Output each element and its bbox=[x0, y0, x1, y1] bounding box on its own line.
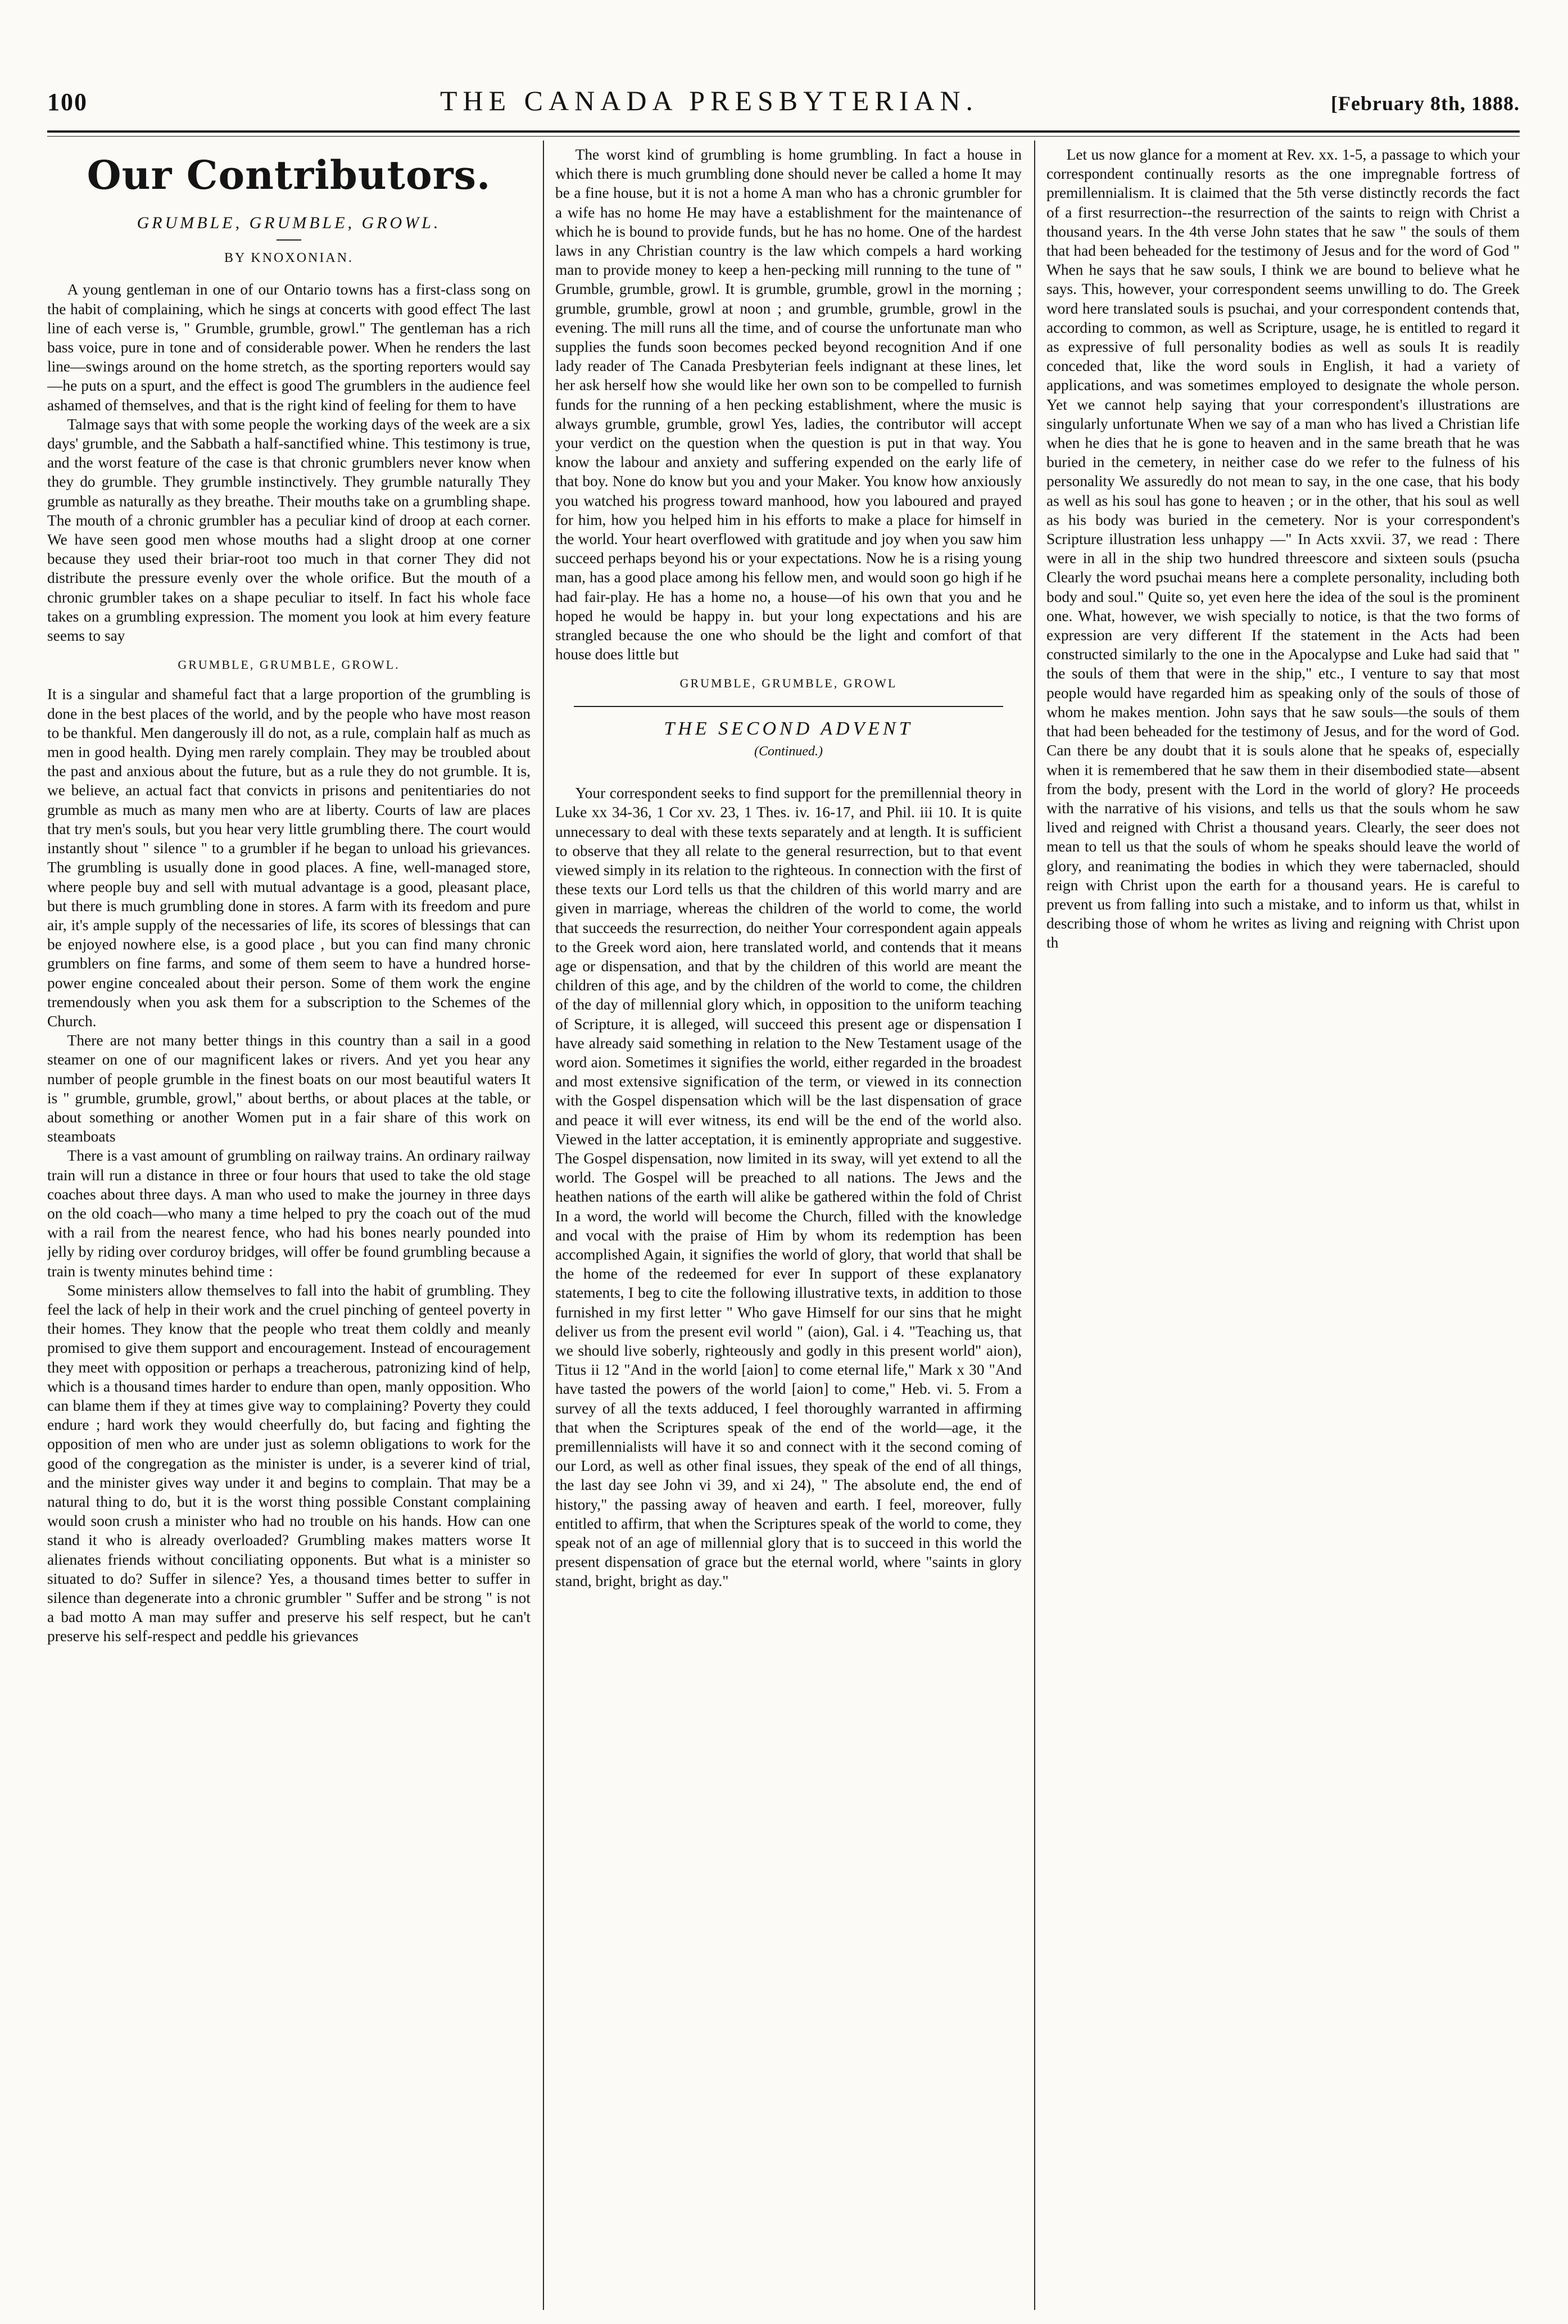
title-rule bbox=[277, 239, 301, 241]
byline: BY KNOXONIAN. bbox=[224, 251, 354, 266]
continued-note: (Continued.) bbox=[754, 744, 823, 759]
paragraph: Talmage says that with some people the working days of the week are a six days' grumble, and the Sabbath a half-sanctified whine. This testimony is true, and the worst feature of the case is that chronic grumblers never know when they do grumble. They grumble instinctively. They grumble naturally They grumble as naturally as they breathe. Their mouths take on a grumbling shape. The mouth of a chronic grumbler has a peculiar kind of droop at each corner. We have seen good men whose mouths had a slight droop at one corner because they used their briar-root too much in that corner They did not distribute the pressure evenly over the whole orifice. But the mouth of a chronic grumbler takes on a shape peculiar to itself. In fact his whole face takes on a grumbling expression. The moment you look at him every feature seems to say bbox=[47, 415, 531, 645]
column-divider bbox=[543, 141, 544, 2310]
paragraph: The worst kind of grumbling is home grumbling. In fact a house in which there is much grumbling done should never be called a home It may be a fine house, but it is not a home A man who has a chronic grumbler for a wife has no home He may have a establishment for the maintenance of which he is bound to provide funds, but he has no home. One of the hardest laws in any Christian country is the law which compels a hard working man to provide money to keep a hen-pecking mill running to the tune of " Grumble, grumble, growl. It is grumble, grumble, growl in the morning ; grumble, grumble, growl at noon ; and grumble, grumble, growl in the evening. The mill runs all the time, and of course the unfortunate man who supplies the funds soon becomes pecked beyond recognition And if one lady reader of The Canada Presbyterian feels indignant at these lines, let her ask herself how she would like her own son to be compelled to furnish funds for the running of a hen pecking establishment, where the music is always grumble, grumble, growl Yes, ladies, the contributor will accept your verdict on the question when the question is put in that way. You know the labour and anxiety and suffering expended on the early life of that boy. None do know but you and your Maker. You know how anxiously you watched his progress toward manhood, how you laboured and prayed for him, how you helped him in his efforts to make a place for himself in the world. Your heart overflowed with gratitude and joy when you saw him succeed perhaps beyond his or your expectations. Now he is a rising young man, has a good place among his fellow men, and would soon go high if he had fair-play. He has a home no, a house—of his own that you and he hoped he would be happy in. but your long expectations and his are strangled because the one who should be the light and comfort of that house does little but bbox=[555, 146, 1022, 663]
column-divider bbox=[1034, 141, 1035, 2310]
refrain: GRUMBLE, GRUMBLE, GROWL bbox=[679, 676, 898, 691]
column-1 bbox=[47, 145, 531, 2314]
article-title: GRUMBLE, GRUMBLE, GROWL. bbox=[137, 214, 441, 232]
paragraph: A young gentleman in one of our Ontario towns has a first-class song on the habit of complaining, which he sings at concerts with good effect The last line of each verse is, " Grumble, grumble, growl." The gentleman has a rich bass voice, pure in tone and of considerable power. When he renders the last line—swings around on the home stretch, as the sporting reporters would say—he puts on a spurt, and the effect is good The grumblers in the audience feel ashamed of themselves, and that is the right kind of feeling for them to have bbox=[47, 281, 531, 414]
paragraph: It is a singular and shameful fact that a large proportion of the grumbling is done in the best places of the world, and by the people who have most reason to be thankful. Men dangerously ill do not, as a rule, complain half as much as men in good health. Dying men rarely complain. They may be troubled about the past and anxious about the future, but as a rule they do not grumble. It is, we believe, an actual fact that convicts in prisons and penitentiaries do not grumble as much as many men who are at liberty. Courts of law are places that try men's souls, but you hear very little grumbling there. The court would instantly shout " silence " to a grumbler if he began to unload his grievances. The grumbling is usually done in good places. A fine, well-managed store, where people buy and sell with mutual advantage is a good, pleasant place, but there is much grumbling done in stores. A farm with its freedom and pure air, it's ample supply of the necessaries of life, its scores of blessings that can be enjoyed nowhere else, is a good place , but you can find many chronic grumblers on fine farms, and some of them seem to have a hundred horse-power engine concealed about their person. Some of them work the engine tremendously when you ask them for a subscription to the Schemes of the Church. bbox=[47, 686, 531, 1030]
issue-date: [February 8th, 1888. bbox=[1331, 92, 1520, 115]
column-3 bbox=[1046, 145, 1520, 2314]
paragraph: There is a vast amount of grumbling on railway trains. An ordinary railway train will run a distance in three or four hours that used to take the old stage coaches about three days. A man who used to make the journey in three days on the old coach—who many a time helped to pry the coach out of the mud with a rail from the nearest fence, who had his bones nearly pounded into jelly by riding over corduroy bridges, will offer be found grumbling because a train is twenty minutes behind time : bbox=[47, 1147, 531, 1280]
section-heading: Our Contributors. bbox=[87, 152, 491, 198]
paragraph: Some ministers allow themselves to fall into the habit of grumbling. They feel the lack of help in their work and the cruel pinching of genteel poverty in their homes. They know that the people who treat them coldly and meanly promised to give them support and encouragement. Instead of encouragement they meet with opposition or perhaps a treacherous, patronizing kind of help, which is a thousand times harder to endure than open, manly opposition. Who can blame them if they at times give way to complaining? Poverty they could endure ; hard work they would cheerfully do, but facing and fighting the opposition of men who are under just as solemn obligations to work for the good of the congregation as the minister is under, is a severer kind of trial, and the minister gives way under it and begins to complain. That may be a natural thing to do, but it is the worst thing possible Constant complaining would soon crush a minister who had no trouble on his hands. How can one stand it who is already overloaded? Grumbling makes matters worse It alienates friends without conciliating opponents. But what is a minister so situated to do? Suffer in silence? Yes, a thousand times better to suffer in silence than degenerate into a chronic grumbler " Suffer and be strong " is not a bad motto A man may suffer and preserve his self respect, but he can't preserve his self-respect and peddle his grievances bbox=[47, 1281, 531, 1645]
masthead-rule bbox=[47, 130, 1520, 133]
article-divider bbox=[574, 706, 1003, 707]
publication-title: THE CANADA PRESBYTERIAN. bbox=[439, 85, 979, 116]
masthead bbox=[47, 84, 1520, 124]
paragraph: There are not many better things in this country than a sail in a good steamer on one of our magnificent lakes or rivers. And yet you hear any number of people grumble in the finest boats on our most beautiful waters It is " grumble, grumble, growl," about berths, or about places at the table, or about something or another Women put in a fair share of this work on steamboats bbox=[47, 1032, 531, 1145]
page-number: 100 bbox=[47, 88, 88, 116]
article-title: THE SECOND ADVENT bbox=[664, 718, 913, 739]
column-2 bbox=[555, 145, 1022, 2314]
refrain: GRUMBLE, GRUMBLE, GROWL. bbox=[178, 658, 400, 672]
paragraph: Let us now glance for a moment at Rev. xx. 1-5, a passage to which your correspondent continually resorts as the one impregnable fortress of premillennialism. It is claimed that the 5th verse distinctly records the fact of a first resurrection--the resurrection of the saints to reign with Christ a thousand years. In the 4th verse John states that he saw " the souls of them that had been beheaded for the testimony of Jesus and for the word of God " When he says that he saw souls, I think we are bound to believe what he says. This, however, your correspondent seems unwilling to do. The Greek word here translated souls is psuchai, and your correspondent contends that, according to common, as well as Scripture, usage, he is entitled to regard it as expressive of full personality bodies as well as souls It is readily conceded that, like the word souls in English, it had a variety of applications, and was sometimes employed to designate the whole person. Yet we cannot help saying that your correspondent's illustrations are singularly unfortunate When we say of a man who has lived a Christian life when he dies that he is gone to heaven and in the same breath that he was buried in the cemetery, in neither case do we refer to the fulness of his personality We assuredly do not mean to say, in the one case, that his body as well as his soul has gone to heaven ; or in the other, that his soul as well as his body was buried in the cemetery. Nor is your correspondent's Scripture illustration less unhappy —" In Acts xxvii. 37, we read : There were in all in the ship two hundred threescore and sixteen souls (psucha Clearly the word psuchai means here a complete personality, including both body and soul." Quite so, yet even here the idea of the soul is the prominent one. What, however, we wish specially to notice, is that the two forms of expression are very different If the statement in the Acts had been constructed similarly to the one in the Apocalypse and Luke had said that " the souls of them that were in the ship," etc., I venture to say that most people would have regarded him as speaking only of the souls of those of whom he makes mention. John says that he saw souls—the souls of them that had been beheaded for the testimony of Jesus, and for the word of God. Can there be any doubt that it is souls alone that he speaks of, especially when it is remembered that he saw them in their disembodied state—absent from the body, present with the Lord in the world of glory? He proceeds with the narrative of his visions, and tells us that the souls whom he saw lived and reigned with Christ a thousand years. Clearly, the seer does not mean to tell us that the souls of whom he speaks should leave the world of glory, and reanimating the bodies in which they were tabernacled, should reign with Christ upon the earth for a thousand years. He is careful to prevent us from falling into such a mistake, and to inform us that, whilst in describing those of whom he writes as living and reigning with Christ upon th bbox=[1046, 146, 1520, 952]
paragraph: Your correspondent seeks to find support for the premillennial theory in Luke xx 34-36, 1 Cor xv. 23, 1 Thes. iv. 16-17, and Phil. iii 10. It is quite unnecessary to deal with these texts separately and at length. It is sufficient to observe that they all relate to the general resurrection, but to that event viewed simply in its relation to the righteous. In connection with the first of these texts our Lord tells us that the children of this world marry and are given in marriage, whereas the children of the world to come, the world that succeeds the resurrection, do neither Your correspondent again appeals to the Greek word aion, here translated world, and contends that it means age or dispensation, and that by the children of this world are meant the children of this age, and by the children of the world to come, the children of the day of millennial glory which, in opposition to the uniform teaching of Scripture, it is alleged, will succeed this present age or dispensation I have already said something in relation to the New Testament usage of the word aion. Sometimes it signifies the world, either regarded in the broadest and most extensive signification of the term, or viewed in its connection with the Gospel dispensation which will be the last dispensation of grace and peace it will ever witness, its end will be the end of the world also. Viewed in the latter acceptation, it is eminently appropriate and suggestive. The Gospel dispensation, now limited in its sway, will yet extend to all the world. The Gospel will be preached to all nations. The Jews and the heathen nations of the earth will alike be gathered within the fold of Christ In a word, the world will become the Church, filled with the knowledge and vocal with the praise of Him by whom its redemption has been accomplished Again, it signifies the world of glory, that world that shall be the home of the redeemed for ever In support of these explanatory statements, I beg to cite the following illustrative texts, in addition to those furnished in my first letter " Who gave Himself for our sins that he might deliver us from the present evil world " (aion), Gal. i 4. "Teaching us, that we should live soberly, righteously and godly in this present world" aion), Titus ii 12 "And in the world [aion] to come eternal life," Mark x 30 "And have tasted the powers of the world [aion] to come," Heb. vi. 5. From a survey of all the texts adduced, I feel thoroughly warranted in affirming that when the Scriptures speak of the end of the world—age, it the premillennialists will have it so and connect with it the second coming of our Lord, as well as other final issues, they speak of the end of all things, the last day see John vi 39, and xi 24), " The absolute end, the end of history," the passing away of heaven and earth. I feel, moreover, fully entitled to affirm, that when the Scriptures speak of the world to come, they speak not of an age of millennial glory that is to succeed in this world the present dispensation of grace but the eternal world, where "saints in glory stand, bright, bright as day." bbox=[555, 785, 1022, 1590]
masthead-rule-thin bbox=[47, 136, 1520, 137]
